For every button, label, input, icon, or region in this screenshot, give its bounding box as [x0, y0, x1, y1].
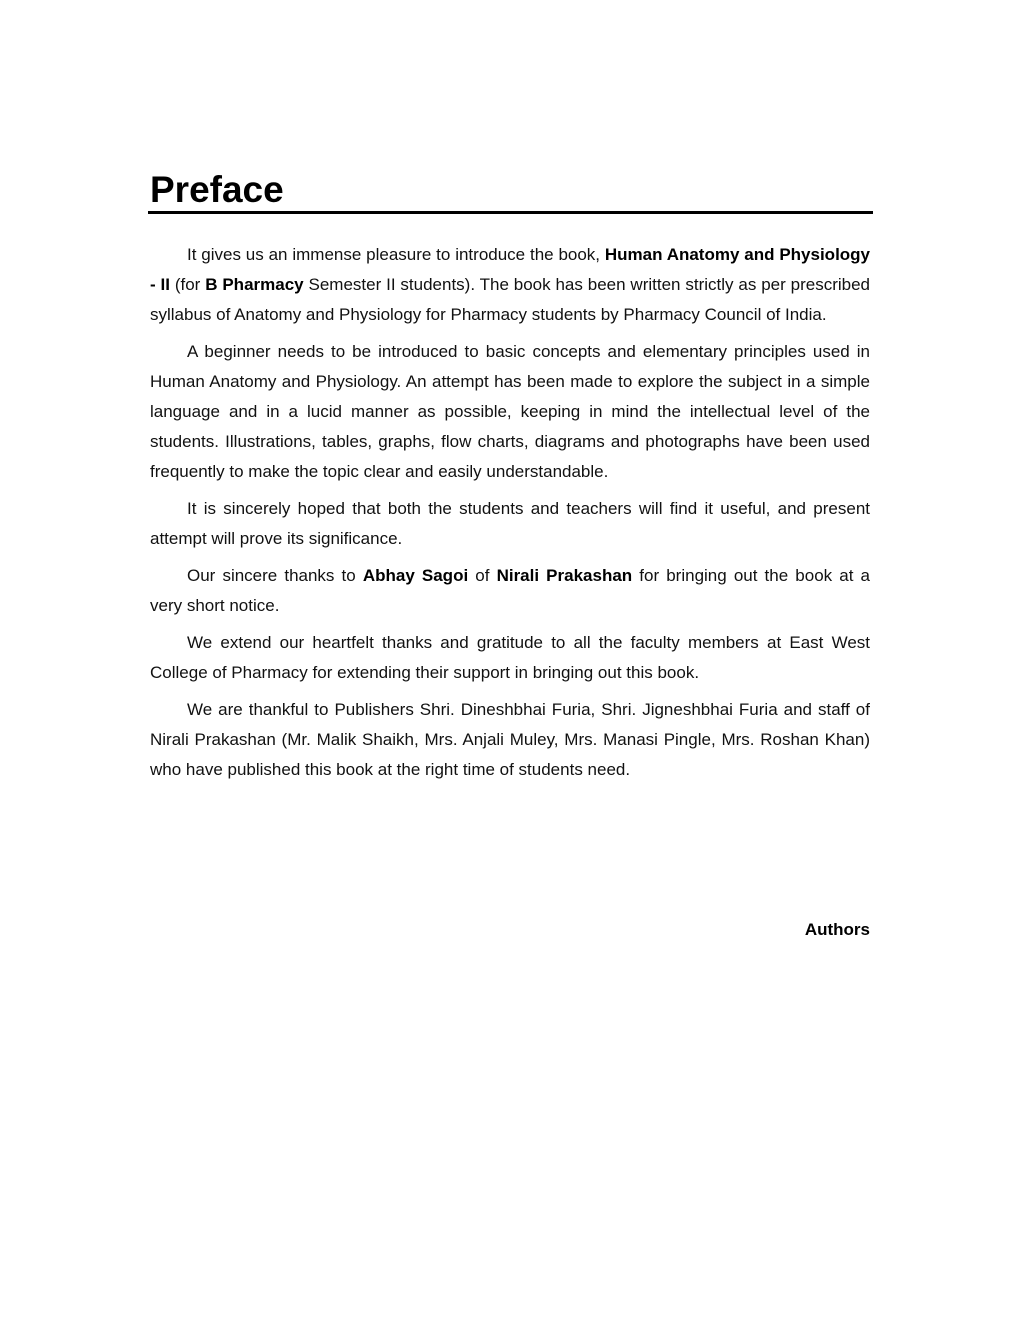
text-run: Our sincere thanks to — [187, 566, 363, 585]
bold-text-run: Abhay Sagoi — [362, 566, 469, 585]
bold-text-run: Nirali Prakashan — [496, 566, 633, 585]
text-run: We extend our heartfelt thanks and gratitude to all the faculty members at East West College of Pharmacy for extending their support in bringing out this book. — [150, 633, 870, 682]
paragraph-thanks-faculty — [150, 628, 870, 688]
bold-text-run: Human Anatomy and Physiology - II — [150, 245, 871, 294]
paragraph-hope — [150, 494, 870, 554]
title-underline-rule — [148, 211, 873, 214]
text-run: It gives us an immense pleasure to introduce the book, — [187, 245, 605, 264]
bold-text-run: B Pharmacy — [205, 275, 304, 294]
text-run: A beginner needs to be introduced to basic concepts and elementary principles used in Human Anatomy and Physiology. An attempt has been made to explore the subject in a simple language and in a lucid manner as possible, keeping in mind the intellectual level of the students. Illustrations, tables, graphs, flow charts, diagrams and photographs have been used frequently to make the topic clear and easily understandable. — [150, 342, 870, 481]
text-run: of — [468, 566, 497, 585]
paragraph-thanks-publisher-staff — [150, 561, 870, 621]
page-title: Preface — [150, 169, 284, 210]
signature-authors: Authors — [804, 920, 870, 939]
text-run: for bringing out the book at a very short notice. — [150, 566, 870, 615]
paragraph-thanks-publishers — [150, 695, 870, 785]
preface-body — [150, 240, 870, 792]
text-run: We are thankful to Publishers Shri. Dineshbhai Furia, Shri. Jigneshbhai Furia and staff of Nirali Prakashan (Mr. Malik Shaikh, Mrs. Anjali Muley, Mrs. Manasi Pingle, Mrs. Roshan Khan) who have published this book at the right time of students need. — [150, 700, 870, 779]
text-run: Semester II students). The book has been written strictly as per prescribed syllabus of Anatomy and Physiology for Pharmacy students by Pharmacy Council of India. — [150, 275, 870, 324]
paragraph-approach — [150, 337, 870, 487]
paragraph-introduction — [150, 240, 870, 330]
text-run: (for — [169, 275, 206, 294]
text-run: It is sincerely hoped that both the students and teachers will find it useful, and present attempt will prove its significance. — [150, 499, 870, 548]
